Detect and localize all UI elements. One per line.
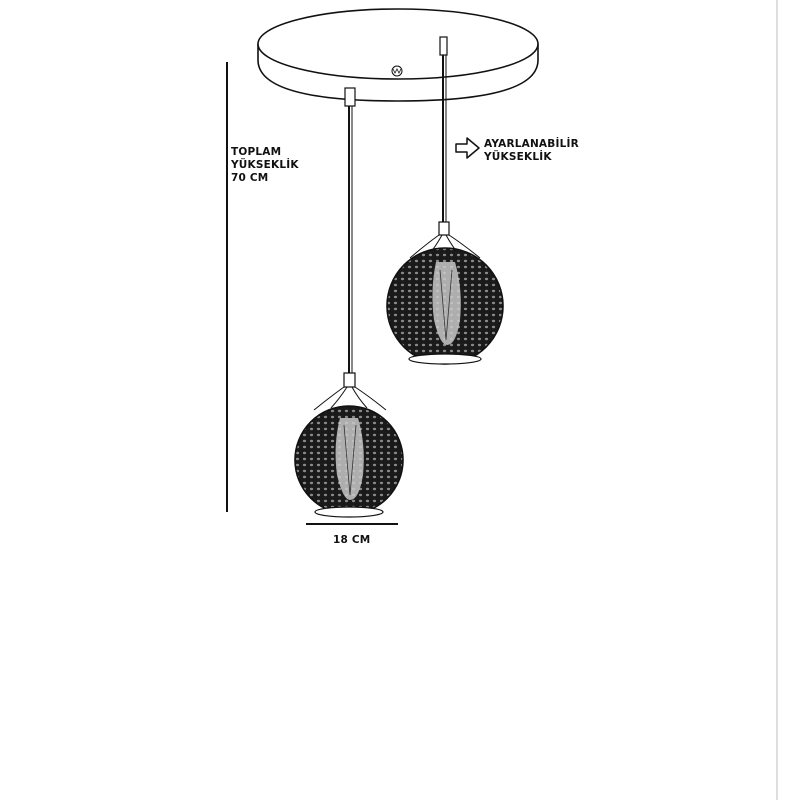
ceiling-canopy <box>258 9 538 101</box>
adjustable-height-line2: YÜKSEKLİK <box>484 151 552 163</box>
total-height-line1: TOPLAM <box>231 146 282 158</box>
right-arrow-icon <box>456 138 479 158</box>
total-height-line2: YÜKSEKLİK <box>231 159 299 171</box>
cable-left <box>345 88 355 373</box>
adjustable-height-line1: AYARLANABİLİR <box>484 138 579 150</box>
total-height-line3: 70 CM <box>231 172 269 184</box>
adjustable-height-label <box>484 138 579 164</box>
lamp-shade-upper <box>385 222 505 368</box>
shade-width-label: 18 CM <box>333 534 371 546</box>
total-height-label <box>231 146 299 185</box>
lamp-shade-lower <box>290 373 410 518</box>
